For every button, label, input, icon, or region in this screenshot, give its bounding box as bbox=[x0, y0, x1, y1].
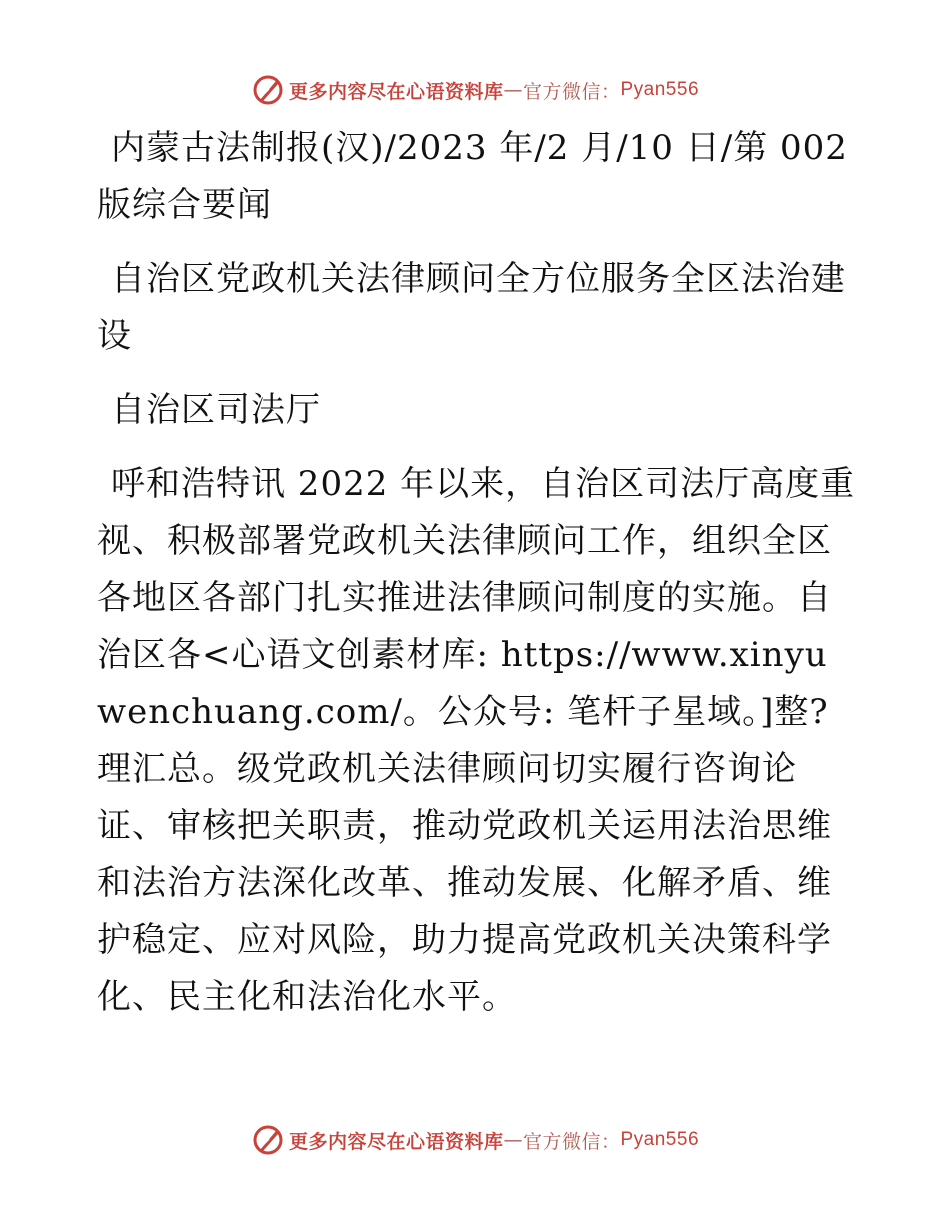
article-body: 呼和浩特讯 2022 年以来，自治区司法厅高度重视、积极部署党政机关法律顾问工作，组织全区各地区各部门扎实推进法律顾问制度的实施。自治区各<心语文创素材库: https://www.xinyuwenchuang.com/。公众号: 笔杆子星域。]整?理汇总。级党政机关法律顾问切实履行咨询论证、审核把关职责，推动党政机关运用法治思维和法治方法深化改革、推动发展、化解矛盾、维护稳定、应对风险，助力提高党政机关决策科学化、民主化和法治化水平。 bbox=[97, 464, 856, 1017]
header-banner bbox=[0, 70, 950, 110]
banner-wechat-id: Pyan556 bbox=[620, 79, 700, 100]
banner-prefix: 更多内容尽在心语资料库 bbox=[288, 1130, 504, 1153]
article-author: 自治区司法厅 bbox=[111, 390, 321, 430]
banner-label: 官方微信： bbox=[522, 80, 621, 103]
banner-label: 官方微信： bbox=[522, 1130, 621, 1153]
footer-banner bbox=[0, 1120, 950, 1160]
banner-dash: — bbox=[503, 79, 523, 101]
article-headline: 自治区党政机关法律顾问全方位服务全区法治建设 bbox=[97, 259, 846, 356]
banner-wechat-id: Pyan556 bbox=[620, 1129, 700, 1150]
banner-prefix: 更多内容尽在心语资料库 bbox=[288, 80, 504, 103]
source-line: 内蒙古法制报(汉)/2023 年/2 月/10 日/第 002 版综合要闻 bbox=[97, 128, 848, 225]
quill-pen-logo-icon bbox=[251, 73, 285, 107]
banner-dash: — bbox=[503, 1129, 523, 1151]
quill-pen-logo-icon bbox=[251, 1123, 285, 1157]
article bbox=[97, 120, 857, 1026]
